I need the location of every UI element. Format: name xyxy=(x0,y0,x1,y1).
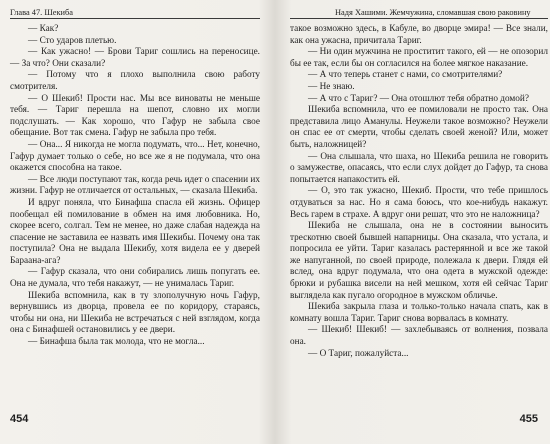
paragraph: — Она... Я никогда не могла подумать, что... Нет, конечно, Гафур думает только о себе, но все же я не подумала, что она окажется способна на такое. xyxy=(10,139,260,174)
paragraph: — А что теперь станет с нами, со смотрителями? xyxy=(308,70,503,81)
paragraph: — Шекиб! Шекиб! — захлебываясь от волнения, позвала она. xyxy=(290,325,548,348)
paragraph: — Бинафша была так молода, что не могла... xyxy=(28,337,205,348)
paragraph: — О Тариг, пожалуйста... xyxy=(308,348,409,359)
paragraph: — Она слышала, что шаха, но Шекиба решила не говорить о замужестве, опасаясь, что если слух дойдет до Гафур, та снова попытается напакостить ей. xyxy=(290,151,548,185)
paragraph: — Потому что я плохо выполнила свою работу смотрителя. xyxy=(10,70,260,92)
paragraph: — Как? xyxy=(28,24,59,34)
paragraph: — Как ужасно! — Брови Тариг сошлись на переносице. — За что? Они сказали? xyxy=(10,47,260,69)
header-rule xyxy=(10,18,260,19)
page-body xyxy=(290,24,548,360)
paragraph: Шекиба не слышала, она не в состоянии выносить трескотню своей бывшей напарницы. Она сказала, что устала, и попросила ее уйти. Тариг казалась растерянной и все же такой же напуганной, по своей природе, полежала к двери. Глядя ей вслед, она вдруг подумала, что она одета в мужской одежде: брюки и рубашка висели на ней мешком, хотя ей сейчас Тариг выглядела как пугало огородное в мужском обличье. xyxy=(290,221,548,301)
paragraph: Шекиба закрыла глаза и только-только начала спать, как в комнату вошла Тариг. Тариг снова ворвалась в комнату. xyxy=(290,302,548,324)
page-body xyxy=(10,24,260,349)
page-number: 454 xyxy=(10,413,29,425)
paragraph: — А что с Тариг? — Она отошлют тебя обратно домой? xyxy=(308,93,529,104)
paragraph: Шекиба вспомнила, что ее помиловали не просто так. Она представила лицо Аманулы. Неужели такое возможно? Неужели он спас ее от смерти, чтобы сделать своей женой? Или, может быть, наложницей? xyxy=(290,105,548,150)
paragraph: — О, это так ужасно, Шекиб. Прости, что тебе пришлось отдуваться за нас. Но я сама боюсь, что кое-нибудь накажут. Весь гарем в страхе. А вдруг они решат, что это не наложница? xyxy=(290,186,548,220)
page-number: 455 xyxy=(519,413,538,425)
paragraph: — Сто ударов плетью. xyxy=(28,35,117,46)
paragraph: — Гафур сказала, что они собирались лишь попугать ее. Она не думала, что тебя накажут, — не унималась Тариг. xyxy=(10,267,260,290)
paragraph: — Все люди поступают так, когда речь идет о спасении их жизни. Гафур не отличается от остальных, — сказала Шекиба. xyxy=(10,174,260,197)
right-page xyxy=(275,0,550,444)
paragraph: такое возможно здесь, в Кабуле, во дворце эмира! — Все знали, как она ужасна, причитала Тариг. xyxy=(290,24,548,46)
paragraph: И вдруг поняла, что Бинафша спасла ей жизнь. Офицер пообещал ей помилование в обмен на имя любовника. Но, скорее всего, солгал. Тем не менее, но даже слабая надежда на спасение не заставила ее назвать имя Шекибы. Почему она так поступила? Она не выдала Шекибу, хотя видела ее у дверей Бараана-ага? xyxy=(10,197,260,266)
paragraph: — О Шекиб! Прости нас. Мы все виноваты не меньше тебя. — Тариг перешла на шепот, словно их могли подслушать. — Как хорошо, что Гафур не забыла свое обещание. Вот так смена. Гафур не забыла про тебя. xyxy=(10,93,260,139)
paragraph: Шекиба вспомнила, как в ту злополучную ночь Гафур, вернувшись из дворца, провела ее по коридору, стараясь, чтобы ни она, ни Шекиба не встречаться с ней взглядом, когда она с Бинафшей остановились у ее двери. xyxy=(10,290,260,336)
running-header: Глава 47. Шекиба xyxy=(10,8,74,17)
paragraph: — Ни один мужчина не проститит такого, ей — не опозорил бы ее так, если бы он согласился на более мягкое наказание. xyxy=(290,47,548,69)
header-rule xyxy=(290,18,548,19)
paragraph: — Не знаю. xyxy=(308,81,355,92)
running-header: Надя Хашими. Жемчужина, сломавшая свою раковину xyxy=(335,8,531,17)
